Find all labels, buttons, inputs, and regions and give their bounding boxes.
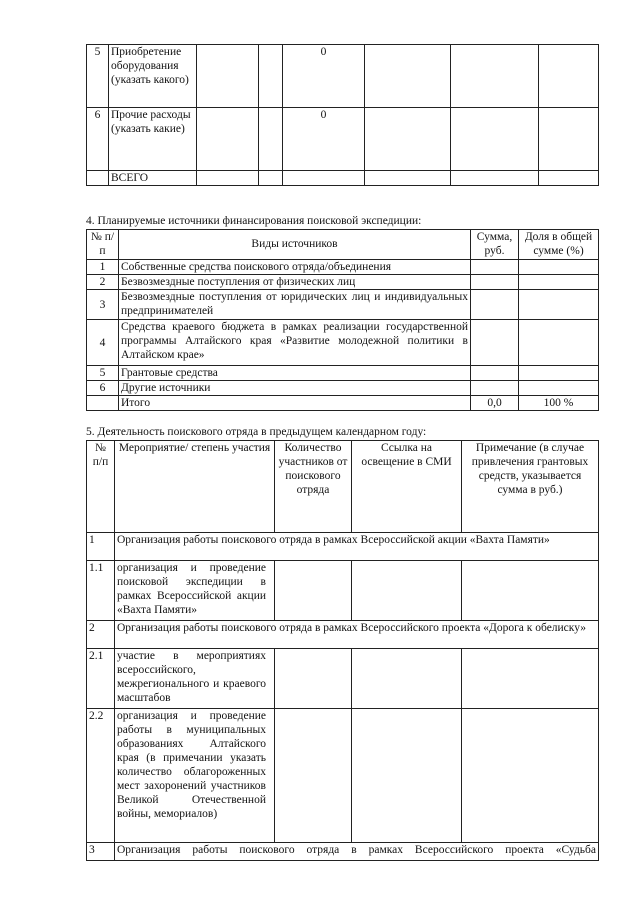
section-5-title: 5. Деятельность поискового отряда в предыдущем календарном году: (86, 426, 427, 438)
table-row: 3 Организация работы поискового отряда в рамках Всероссийского проекта «Судьба (87, 843, 599, 861)
total-label: ВСЕГО (109, 171, 197, 186)
total-label: Итого (119, 396, 471, 411)
table-row: 1 Собственные средства поискового отряда/объединения (87, 260, 599, 275)
header-sum: Сумма, руб. (471, 230, 519, 260)
table-row: 2 Безвозмездные поступления от физических лиц (87, 275, 599, 290)
table-row (87, 45, 599, 108)
header-num: № п/п (87, 441, 115, 533)
table-header-row (87, 230, 599, 260)
header-num: № п/п (87, 230, 119, 260)
row-label: Приобретение оборудования (указать какого) (109, 45, 197, 108)
total-share: 100 % (519, 396, 599, 411)
table-row: 6 Другие источники (87, 381, 599, 396)
header-count: Количество участников от поискового отряда (275, 441, 352, 533)
table-row-total (87, 396, 599, 411)
table-header-row (87, 441, 599, 533)
expenses-table (86, 44, 599, 186)
table-row: 3 Безвозмездные поступления от юридических лиц и индивидуальных предпринимателей (87, 290, 599, 320)
table-row-total (87, 171, 599, 186)
section-4-title: 4. Планируемые источники финансирования поисковой экспедиции: (86, 215, 422, 227)
total-sum: 0,0 (471, 396, 519, 411)
row-value: 0 (283, 108, 365, 171)
table-row (87, 108, 599, 171)
funding-sources-table (86, 229, 599, 411)
header-link: Ссылка на освещение в СМИ (352, 441, 462, 533)
table-row: 1 Организация работы поискового отряда в рамках Всероссийской акции «Вахта Памяти» (87, 533, 599, 561)
table-row: 2 Организация работы поискового отряда в рамках Всероссийского проекта «Дорога к обелиску» (87, 621, 599, 649)
table-row: 1.1 организация и проведение поисковой экспедиции в рамках Всероссийской акции «Вахта Памяти» (87, 561, 599, 621)
row-number: 6 (87, 108, 109, 171)
header-share: Доля в общей сумме (%) (519, 230, 599, 260)
activity-table (86, 440, 599, 861)
table-row: 4 Средства краевого бюджета в рамках реализации государственной программы Алтайского края «Развитие молодежной политики в Алтайском крае» (87, 320, 599, 366)
table-row: 5 Грантовые средства (87, 366, 599, 381)
row-label: Прочие расходы (указать какие) (109, 108, 197, 171)
header-note: Примечание (в случае привлечения грантовых средств, указывается сумма в руб.) (462, 441, 599, 533)
row-number: 5 (87, 45, 109, 108)
row-value: 0 (283, 45, 365, 108)
table-row: 2.2 организация и проведение работы в муниципальных образованиях Алтайского края (в примечании указать количество облагороженных мест захоронений участников Великой Отечественной войны, мемориалов) (87, 709, 599, 843)
table-row: 2.1 участие в мероприятиях всероссийского, межрегионального и краевого масштабов (87, 649, 599, 709)
header-type: Виды источников (119, 230, 471, 260)
header-event: Мероприятие/ степень участия (115, 441, 275, 533)
